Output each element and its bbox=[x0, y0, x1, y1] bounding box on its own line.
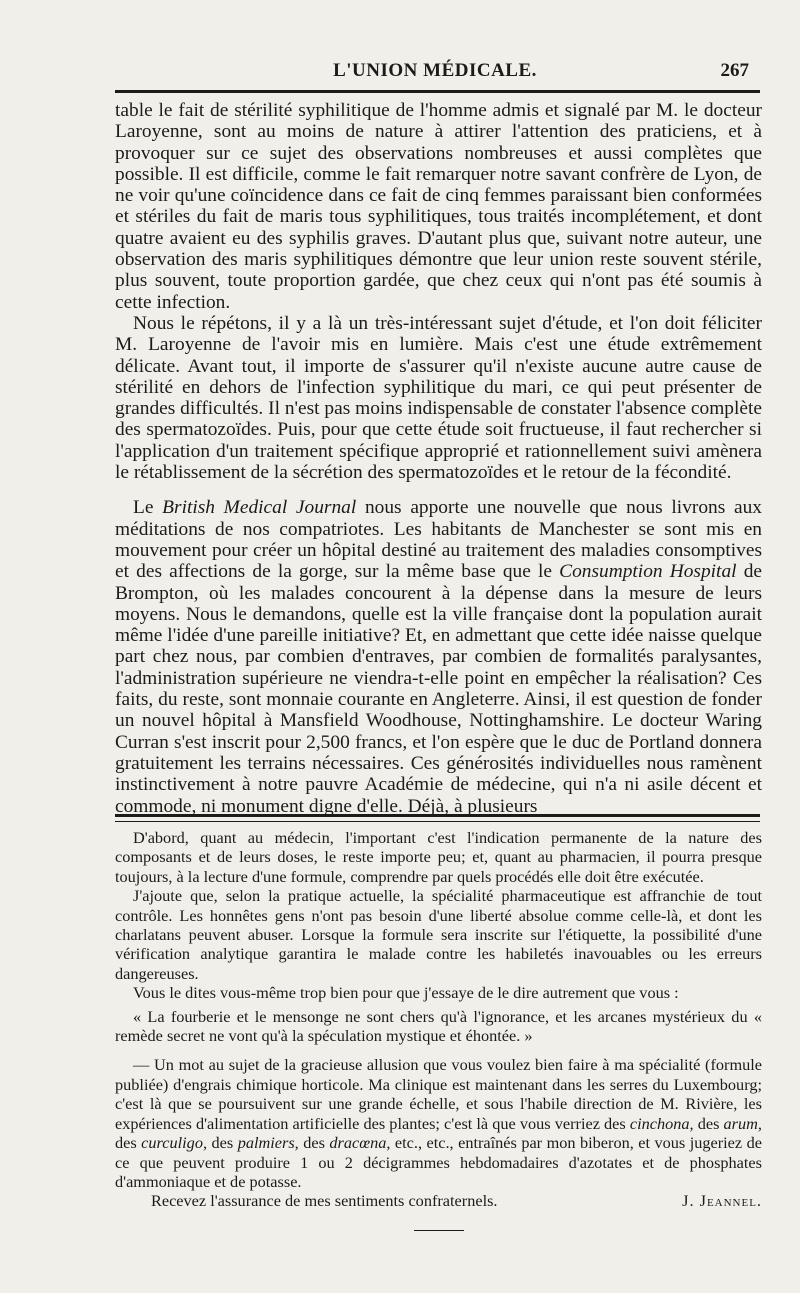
text-run: des bbox=[211, 1133, 234, 1153]
plant-name: arum, bbox=[723, 1113, 762, 1133]
footnote-quote: « La fourberie et le mensonge ne sont chers qu'à l'ignorance, et les arcanes mystérieux du « remède secret ne vont qu'à la spéculation mystique et éhontée. » bbox=[115, 1006, 762, 1046]
text-run: etc., etc., entraînés par mon biberon, et vous jugeriez de ce que peuvent produire 1 ou 2 décigrammes hebdomadaires d'azotates et de phosphates d'ammoniaque et de potasse. bbox=[115, 1133, 762, 1191]
paragraph-study: Nous le répétons, il y a là un très-intéressant sujet d'étude, et l'on doit féliciter M. Laroyenne de l'avoir mis en lumière. Mais c'est une étude extrêmement délicate. Avant tout, il importe de s'assurer qu'il n'existe aucune autre cause de stérilité en dehors de l'infection syphilitique du mari, ce qui peut présenter de grandes difficultés. Il n'est pas moins indispensable de constater l'absence complète des spermatozoïdes. Puis, pour que cette étude soit fructueuse, il faut rechercher si l'application d'un traitement spécifique approprié et rationnellement suivi amènera le rétablissement de la sécrétion des spermatozoïdes et le retour de la fécondité. bbox=[115, 312, 762, 484]
text-run: des bbox=[697, 1113, 720, 1133]
plant-name: palmiers, bbox=[237, 1133, 299, 1153]
footnote-paragraph: Vous le dites vous-même trop bien pour que j'essaye de le dire autrement que vous : bbox=[133, 983, 679, 1003]
running-header bbox=[115, 60, 755, 90]
text-run: des bbox=[115, 1133, 137, 1153]
end-rule bbox=[414, 1230, 464, 1231]
text-run: Le bbox=[133, 497, 154, 519]
signature: J. Jeannel. bbox=[682, 1191, 762, 1211]
text-run: nous apporte une nouvelle que nous livrons aux méditations de nos compatriotes. Les habitants de Manchester se sont mis en mouvement pour créer un hôpital destiné au traitement des maladies consomptives et des affections de la gorge, sur la même base que le bbox=[115, 497, 762, 583]
text-run: des bbox=[303, 1133, 325, 1153]
journal-name: British Medical Journal bbox=[162, 497, 357, 519]
closing-line bbox=[115, 1191, 762, 1210]
footnote-separator bbox=[115, 814, 760, 822]
main-text bbox=[115, 100, 762, 817]
plant-name: cinchona, bbox=[629, 1113, 694, 1133]
plant-name: curculigo, bbox=[141, 1133, 208, 1153]
closing-text: Recevez l'assurance de mes sentiments confraternels. bbox=[151, 1191, 498, 1211]
header-rule bbox=[115, 90, 760, 93]
journal-title: L'UNION MÉDICALE. bbox=[333, 60, 537, 81]
text-run: — Un mot au sujet de la gracieuse allusion que vous voulez bien faire à ma spécialité (formule publiée) d'engrais chimique horticole. Ma clinique est maintenant dans les serres du Luxembourg; c'est là que se poursuivent sur une grande échelle, et sous l'habile direction de M. Rivière, les expériences d'alimentation artificielle des plantes; c'est là que vous verriez des bbox=[115, 1055, 762, 1133]
paragraph-manchester bbox=[115, 497, 762, 816]
footnote-paragraph: J'ajoute que, selon la pratique actuelle, la spécialité pharmaceutique est affranchie de tout contrôle. Les honnêtes gens n'ont pas besoin d'une liberté absolue comme celle-là, et dont les charlatans peuvent abuser. Lorsque la formule sera inscrite sur l'étiquette, la possibilité d'une vérification analytique garantira le malade contre les habiletés inavouables ou les erreurs dangereuses. bbox=[115, 886, 762, 983]
footnote-paragraph: D'abord, quant au médecin, l'important c'est l'indication permanente de la nature des composants et de leurs doses, le reste importe peu; et, quant au pharmacien, il pourra presque toujours, à la lecture d'une formule, comprendre par quels procédés elle doit être exécutée. bbox=[115, 828, 762, 886]
paragraph-sterility: table le fait de stérilité syphilitique de l'homme admis et signalé par M. le docteur Laroyenne, sont au moins de nature à attirer l'attention des praticiens, et à provoquer sur ce sujet des observations nombreuses et aussi complètes que possible. Il est difficile, comme le fait remarquer notre savant confrère de Lyon, de ne voir qu'une coïncidence dans ce fait de cinq femmes paraissant bien conformées et stériles du fait de maris tous syphilitiques, tous traités incomplétement, et dont quatre avaient eu des syphilis graves. D'autant plus que, suivant notre auteur, une observation des maris syphilitiques démontre que leur union reste souvent stérile, plus souvent, toute proportion gardée, que chez ceux qui n'ont pas été soumis à cette infection. bbox=[115, 100, 762, 313]
hospital-name: Consumption Hospital bbox=[559, 561, 737, 583]
page-number: 267 bbox=[720, 60, 749, 81]
plant-name: dracœna, bbox=[329, 1133, 391, 1153]
footnote-section bbox=[115, 828, 762, 1211]
text-run: de Brompton, où les malades concourent à la dépense dans la mesure de leurs moyens. Nous le demandons, quelle est la ville française dont la population aurait même l'idée d'une pareille initiative? Et, en admettant que cette idée naisse quelque part chez nous, par combien d'entraves, par combien de formalités paralysantes, l'administration supérieure ne viendra-t-elle point en empêcher la réalisation? Ces faits, du reste, sont monnaie courante en Angleterre. Ainsi, il est question de fonder un nouvel hôpital à Mansfield Woodhouse, Nottinghamshire. Le docteur Waring Curran s'est inscrit pour 2,500 francs, et l'on espère que le duc de Portland donnera gratuitement les terrains nécessaires. Ces générosités individuelles nous ramènent instinctivement à notre pauvre Académie de médecine, qui n'a ni asile décent et commode, ni monument digne d'elle. Déjà, à plusieurs bbox=[115, 561, 762, 817]
footnote-paragraph bbox=[115, 1055, 762, 1191]
